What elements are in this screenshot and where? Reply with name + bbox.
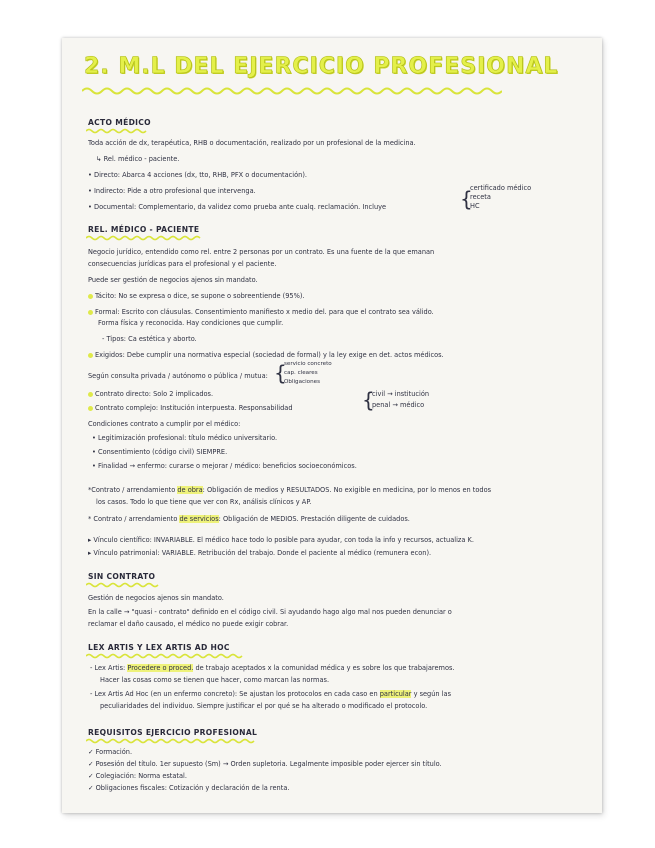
list-item-exigidos: Exigidos: Debe cumplir una normativa especial (sociedad de formal) y la ley exige en det. actos médicos.: [88, 351, 444, 359]
heading-sin-contrato: SIN CONTRATO: [88, 572, 156, 581]
text-line: peculiaridades del individuo. Siempre justificar el por qué se ha alterado o modificado el protocolo.: [100, 702, 428, 710]
text-line: consecuencias jurídicas para el profesional y el paciente.: [88, 260, 277, 268]
bullet-dot: [88, 310, 93, 315]
text-lex-artis-ad-hoc: - Lex Artis Ad Hoc (en un enfermo concreto): Se ajustan los protocolos en cada caso en particular y según las: [90, 690, 452, 698]
brace-item: civil → institución: [372, 390, 430, 398]
text-line: reclamar el daño causado, el médico no puede exigir cobrar.: [88, 620, 289, 628]
heading-underline: [86, 128, 148, 134]
text-line: Negocio jurídico, entendido como rel. entre 2 personas por un contrato. Es una fuente de la que emanan: [88, 248, 435, 256]
text-contrato-servicios: * Contrato / arrendamiento de servicios: Obligación de MEDIOS. Prestación diligente de cuidados.: [88, 515, 410, 523]
text-line: • Consentimiento (código civil) SIEMPRE.: [92, 448, 228, 456]
heading-underline: [86, 738, 258, 744]
text-line: ↳ Rel. médico - paciente.: [96, 155, 180, 163]
text-line: Gestión de negocios ajenos sin mandato.: [88, 594, 224, 602]
checklist-item: ✓ Formación.: [88, 748, 133, 756]
text-vinculo-cientifico: ▸ Vínculo científico: INVARIABLE. El médico hace todo lo posible para ayudar, con toda la info y recursos, actualiza K.: [88, 536, 474, 544]
brace-item: penal → médico: [372, 401, 425, 409]
checklist-item: ✓ Posesión del título. 1er supuesto (Sm) → Orden supletoria. Legalmente imposible poder ejercer sin título.: [88, 760, 442, 768]
bullet-dot: [88, 392, 93, 397]
list-item-tacito: Tácito: No se expresa o dice, se supone o sobreentiende (95%).: [88, 292, 305, 300]
brace-item: Obligaciones: [284, 379, 320, 385]
text-line: Según consulta privada / autónomo o pública / mutua:: [88, 372, 268, 380]
text-line: Toda acción de dx, terapéutica, RHB o documentación, realizado por un profesional de la medicina.: [88, 139, 416, 147]
brace-symbol: {: [274, 361, 287, 385]
text-line: los casos. Todo lo que tiene que ver con Rx, análisis clínicos y AP.: [96, 498, 312, 506]
checklist-item: ✓ Colegiación: Norma estatal.: [88, 772, 187, 780]
text-line: • Directo: Abarca 4 acciones (dx, tto, RHB, PFX o documentación).: [88, 171, 308, 179]
heading-acto-medico: ACTO MÉDICO: [88, 118, 151, 127]
title-underline-wave: [82, 86, 502, 96]
list-item-formal: Formal: Escrito con cláusulas. Consentimiento manifiesto x medio del. para que el contrato sea válido.: [88, 308, 434, 316]
brace-item: certificado médico: [470, 184, 532, 192]
checklist-item: ✓ Obligaciones fiscales: Cotización y declaración de la renta.: [88, 784, 290, 792]
text-line: • Indirecto: Pide a otro profesional que intervenga.: [88, 187, 256, 195]
heading-rel-medico-paciente: REL. MÉDICO - PACIENTE: [88, 225, 200, 234]
text-line: • Documental: Complementario, da validez como prueba ante cualq. reclamación. Incluye: [88, 203, 387, 211]
notebook-page: [62, 38, 602, 813]
text-line: En la calle → "quasi - contrato" definido en el código civil. Si ayudando hago algo mal nos pueden denunciar o: [88, 608, 452, 616]
text-line: Puede ser gestión de negocios ajenos sin mandato.: [88, 276, 258, 284]
text-line: • Legitimización profesional: título médico universitario.: [92, 434, 278, 442]
bullet-dot: [88, 406, 93, 411]
heading-requisitos: REQUISITOS EJERCICIO PROFESIONAL: [88, 728, 258, 737]
brace-item: servicio concreto: [284, 361, 332, 367]
brace-item: cap. cleares: [284, 370, 318, 376]
heading-underline: [86, 653, 246, 659]
heading-lex-artis: LEX ARTIS Y LEX ARTIS AD HOC: [88, 643, 230, 652]
bullet-dot: [88, 353, 93, 358]
text-line: Hacer las cosas como se tienen que hacer, como marcan las normas.: [100, 676, 330, 684]
brace-item: receta: [470, 193, 491, 201]
heading-underline: [86, 235, 202, 241]
bullet-dot: [88, 294, 93, 299]
brace-symbol: {: [362, 388, 375, 412]
text-line: Condiciones contrato a cumplir por el médico:: [88, 420, 241, 428]
list-item-contrato-directo: Contrato directo: Solo 2 implicados.: [88, 390, 213, 398]
text-line: - Tipos: Ca estética y aborto.: [102, 335, 197, 343]
brace-symbol: {: [460, 187, 473, 211]
text-line: Forma física y reconocida. Hay condiciones que cumplir.: [98, 319, 284, 327]
text-lex-artis: - Lex Artis: Procedere o proced. de trabajo aceptados x la comunidad médica y es sobre los que trabajaremos.: [90, 664, 455, 672]
heading-underline: [86, 582, 162, 588]
brace-item: HC: [470, 202, 480, 210]
list-item-contrato-complejo: Contrato complejo: Institución interpuesta. Responsabilidad: [88, 404, 293, 412]
text-vinculo-patrimonial: ▸ Vínculo patrimonial: VARIABLE. Retribución del trabajo. Donde el paciente al médico (remunera econ).: [88, 549, 432, 557]
text-contrato-obra: *Contrato / arrendamiento de obra: Obligación de medios y RESULTADOS. No exigible en medicina, por lo menos en todos: [88, 486, 492, 494]
text-line: • Finalidad → enfermo: curarse o mejorar / médico: beneficios socioeconómicos.: [92, 462, 357, 470]
page-title: 2. M.L DEL EJERCICIO PROFESIONAL: [84, 54, 559, 79]
